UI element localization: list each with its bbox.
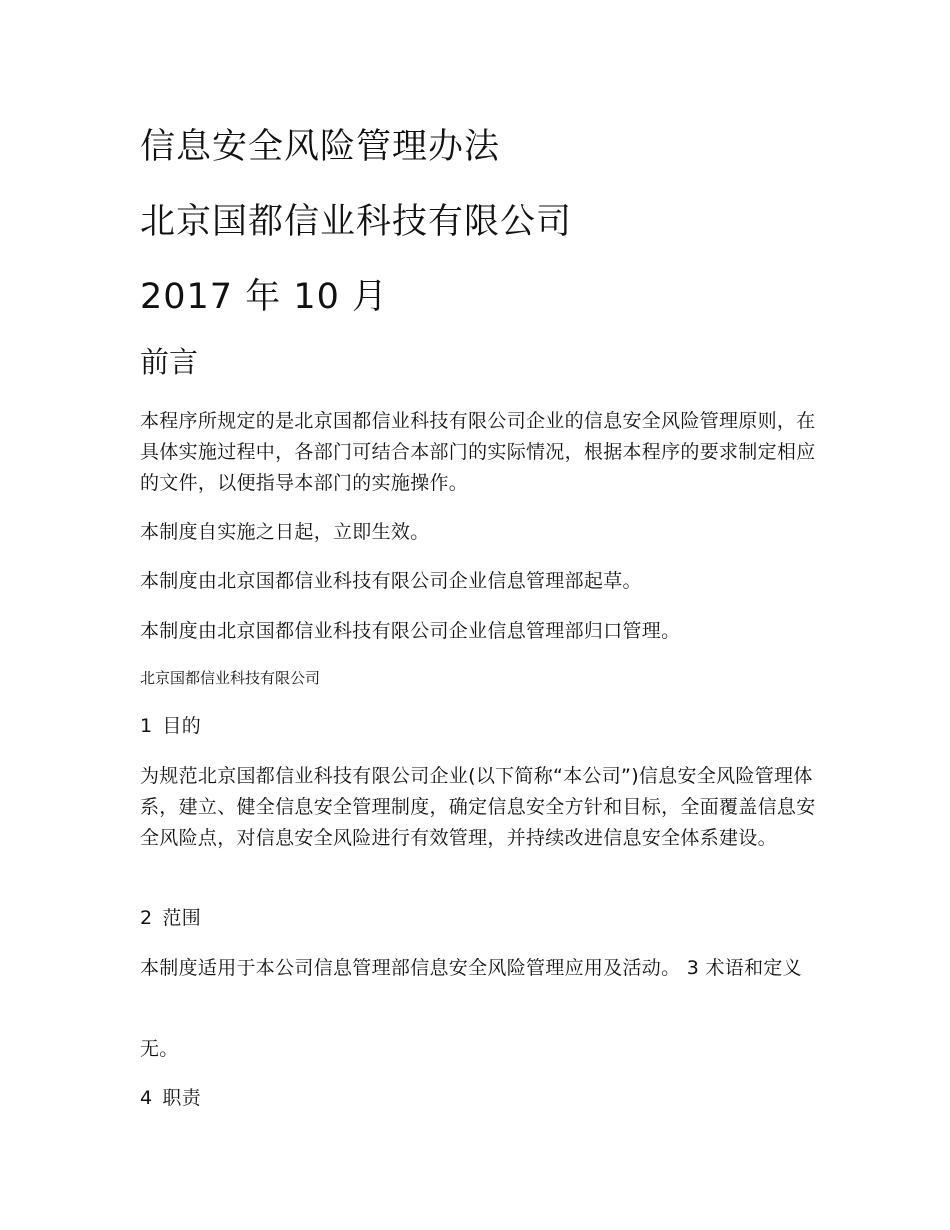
section-1-heading [140, 712, 201, 740]
preface-paragraph-2: 本制度自实施之日起，立即生效。 [140, 521, 430, 543]
document-title: 信息安全风险管理办法 [140, 127, 501, 167]
preface-paragraph-3: 本制度由北京国都信业科技有限公司企业信息管理部起草。 [140, 570, 642, 592]
section-2-number: 2 [140, 907, 153, 929]
section-2-title: 范围 [162, 907, 201, 929]
preface-paragraph-1: 本程序所规定的是北京国都信业科技有限公司企业的信息安全风险管理原则，在具体实施过程中，各部门可结合本部门的实际情况，根据本程序的要求制定相应的文件，以便指导本部门的实施操作。 [140, 410, 816, 494]
section-2-heading [140, 904, 201, 932]
company-name: 北京国都信业科技有限公司 [140, 202, 573, 242]
section-4-title: 职责 [162, 1087, 201, 1109]
section-4-number: 4 [140, 1087, 153, 1109]
scope-paragraph: 本制度适用于本公司信息管理部信息安全风险管理应用及活动。 3 术语和定义 [140, 957, 802, 979]
section-1-title: 目的 [162, 715, 201, 737]
preface-heading: 前言 [140, 345, 199, 379]
section-4-heading [140, 1084, 201, 1112]
terms-paragraph: 无。 [140, 1038, 179, 1060]
section-1-number: 1 [140, 715, 153, 737]
document-date: 2017 年 10 月 [140, 277, 388, 317]
preface-paragraph-4: 本制度由北京国都信业科技有限公司企业信息管理部归口管理。 [140, 620, 681, 642]
purpose-paragraph: 为规范北京国都信业科技有限公司企业(以下简称“本公司”)信息安全风险管理体系，建立、健全信息安全管理制度，确定信息安全方针和目标，全面覆盖信息安全风险点，对信息安全风险进行有效管理，并持续改进信息安全体系建设。 [140, 765, 816, 849]
company-signature: 北京国都信业科技有限公司 [140, 669, 321, 687]
